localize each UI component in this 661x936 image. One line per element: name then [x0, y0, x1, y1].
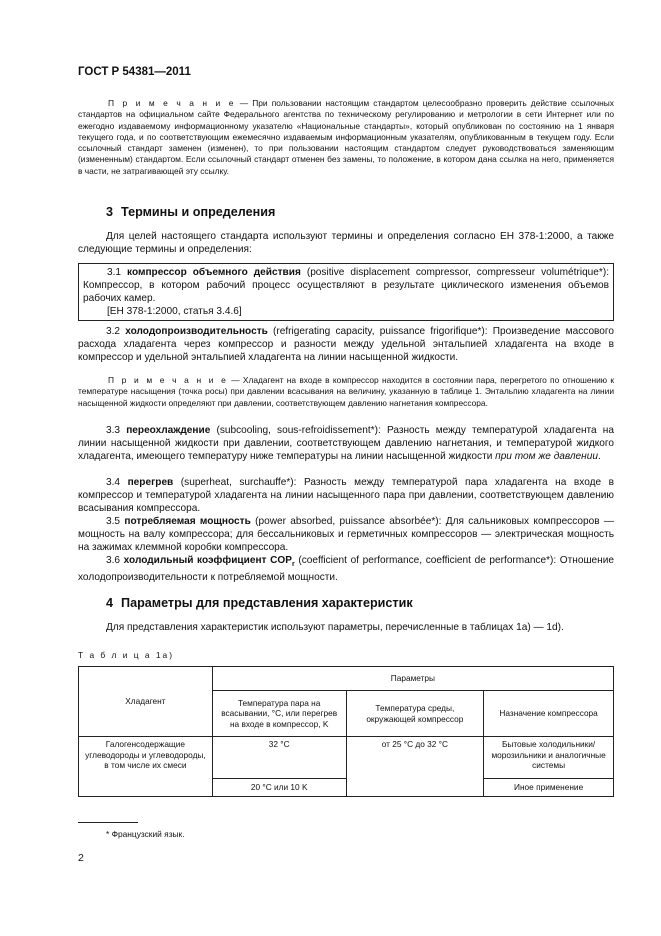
- footnote: * Французский язык.: [106, 829, 185, 839]
- term-definition: (subcooling, sous-refroidissement*): Разность между температурой хладагента на линии насыщенной жидкости при давлении, соответствующем давлению нагнетания, и температурой жидкого хладагента, имеющего температуру ниже температуры на линии насыщенной жидкости: [78, 425, 614, 462]
- table-caption: Т а б л и ц а 1а): [78, 650, 174, 660]
- footnote-divider: [78, 822, 138, 823]
- table-header-row: [79, 667, 614, 691]
- table-1a: [78, 666, 614, 797]
- term-definition: (coefficient of performance, coefficient de performance*): Отношение холодопроизводительности к потребляемой мощности.: [78, 555, 614, 584]
- term-source: [ЕН 378-1:2000, статья 3.4.6]: [107, 306, 242, 317]
- term-number: 3.1: [107, 267, 122, 278]
- section-3-heading: [106, 205, 275, 219]
- term-name: перегрев: [127, 477, 174, 488]
- term-definition: (superheat, surchauffe*): Разность между температурой пара хладагента на входе в компрессор и температурой хладагента на линии насыщенного пара при давлении, соответствующем давлению всасывания компрессора.: [78, 477, 614, 514]
- section-4-heading: [106, 596, 413, 610]
- section-number: 3: [106, 205, 114, 219]
- intro-text: Для представления характеристик используют параметры, перечисленные в таблицах 1а) — 1d).: [106, 622, 564, 633]
- term-3-3: [78, 424, 614, 463]
- document-header: ГОСТ Р 54381—2011: [78, 66, 191, 78]
- header-purpose: Назначение компрессора: [484, 691, 614, 737]
- term-name: компрессор объемного действия: [127, 267, 301, 278]
- table-row: [79, 737, 614, 779]
- term-name: холодопроизводительность: [125, 326, 268, 337]
- cell-refrigerant: Галогенсодержащие углеводороды и углеводороды, в том числе их смеси: [79, 737, 213, 797]
- term-end: .: [597, 451, 601, 462]
- cell-suction-temp: 32 °С: [212, 737, 346, 779]
- term-definition: *): Компрессор, в котором рабочий процесс осуществляют в результате циклического изменения объемов рабочих камер.: [83, 267, 610, 304]
- term-3-5: [78, 515, 614, 554]
- term-name: переохлаждение: [126, 425, 211, 436]
- note-text: — Хладагент на входе в компрессор находится в состоянии пара, перегретого по отношению к температуре насыщения (точка росы) при давлении всасывания на величину, указанную в таблице 1. Энтальпию хладагента на линии насыщенной жидкости определяют при давлении, соответствующем давлению нагнетания компрессора.: [78, 375, 614, 408]
- term-3-1-box: [78, 263, 614, 321]
- intro-text: Для целей настоящего стандарта используют термины и определения согласно ЕН 378-1:2000, а также следующие термины и определения:: [78, 231, 614, 255]
- section-4-intro: [78, 621, 614, 634]
- term-number: 3.5: [106, 516, 121, 527]
- note-label: П р и м е ч а н и е: [108, 375, 228, 385]
- cell-purpose: Иное применение: [484, 779, 614, 797]
- section-title: Термины и определения: [121, 205, 276, 219]
- term-subscript: r: [291, 561, 295, 569]
- header-refrigerant: Хладагент: [79, 667, 213, 737]
- term-number: 3.6: [106, 555, 121, 566]
- term-3-6: [78, 554, 614, 584]
- term-name: [123, 555, 295, 569]
- header-parameters: Параметры: [212, 667, 613, 691]
- term-note: [78, 375, 614, 409]
- note-text: — При пользовании настоящим стандартом целесообразно проверить действие ссылочных стандартов на официальном сайте Федерального агентства по техническому регулированию и метрологии в сети Интернет или по ежегодно издаваемому информационному указателю «Национальные стандарты», который опубликован по состоянию на 1 января текущего года, и по соответствующим ежемесячно издаваемым информационным указателям, опубликованным в текущем году. Если ссылочный стандарт заменен (изменен), то при пользовании настоящим стандартом следует руководствоваться заменяющим (измененным) стандартом. Если ссылочный стандарт отменен без замены, то положение, в котором дана ссылка на него, применяется в части, не затрагивающей эту ссылку.: [78, 98, 614, 176]
- term-definition: (power absorbed, puissance absorbée*): Для сальниковых компрессоров — мощность на валу компрессора; для бессальниковых и герметичных компрессоров — электрическая мощность на зажимах клеммной коробки компрессора.: [78, 516, 615, 553]
- header-suction-temp: Температура пара на всасывании, °С, или перегрев на входе в компрессор, K: [212, 691, 346, 737]
- term-name-text: холодильный коэффициент COP: [123, 555, 292, 566]
- term-italic: при том же давлении: [495, 451, 598, 462]
- term-name: потребляемая мощность: [124, 516, 251, 527]
- term-definition: (refrigerating capacity, puissance frigorifique*): Произведение массового расхода хладагента через компрессор и разности между удельной энтальпией хладагента на входе в компрессор и удельной энтальпией хладагента на линии насыщенной жидкости.: [78, 326, 614, 363]
- section-3-intro: [78, 230, 614, 256]
- term-paren: (positive displacement compressor, compresseur: [300, 267, 536, 278]
- term-paren-2: volumétrique: [541, 267, 599, 278]
- term-3-4: [78, 476, 614, 515]
- cell-purpose: Бытовые холодильники/морозильники и аналогичные системы: [484, 737, 614, 779]
- cell-ambient-temp: от 25 °С до 32 °С: [346, 737, 484, 797]
- cell-suction-temp: 20 °С или 10 K: [212, 779, 346, 797]
- term-number: 3.4: [106, 477, 121, 488]
- section-number: 4: [106, 596, 114, 610]
- term-number: 3.2: [106, 326, 121, 337]
- section-title: Параметры для представления характеристик: [121, 596, 413, 610]
- term-3-2: [78, 325, 614, 364]
- page-number: 2: [78, 852, 84, 864]
- note-label: П р и м е ч а н и е: [108, 98, 236, 108]
- reference-note: [78, 98, 614, 177]
- term-number: 3.3: [106, 425, 121, 436]
- header-ambient-temp: Температура среды, окружающей компрессор: [346, 691, 484, 737]
